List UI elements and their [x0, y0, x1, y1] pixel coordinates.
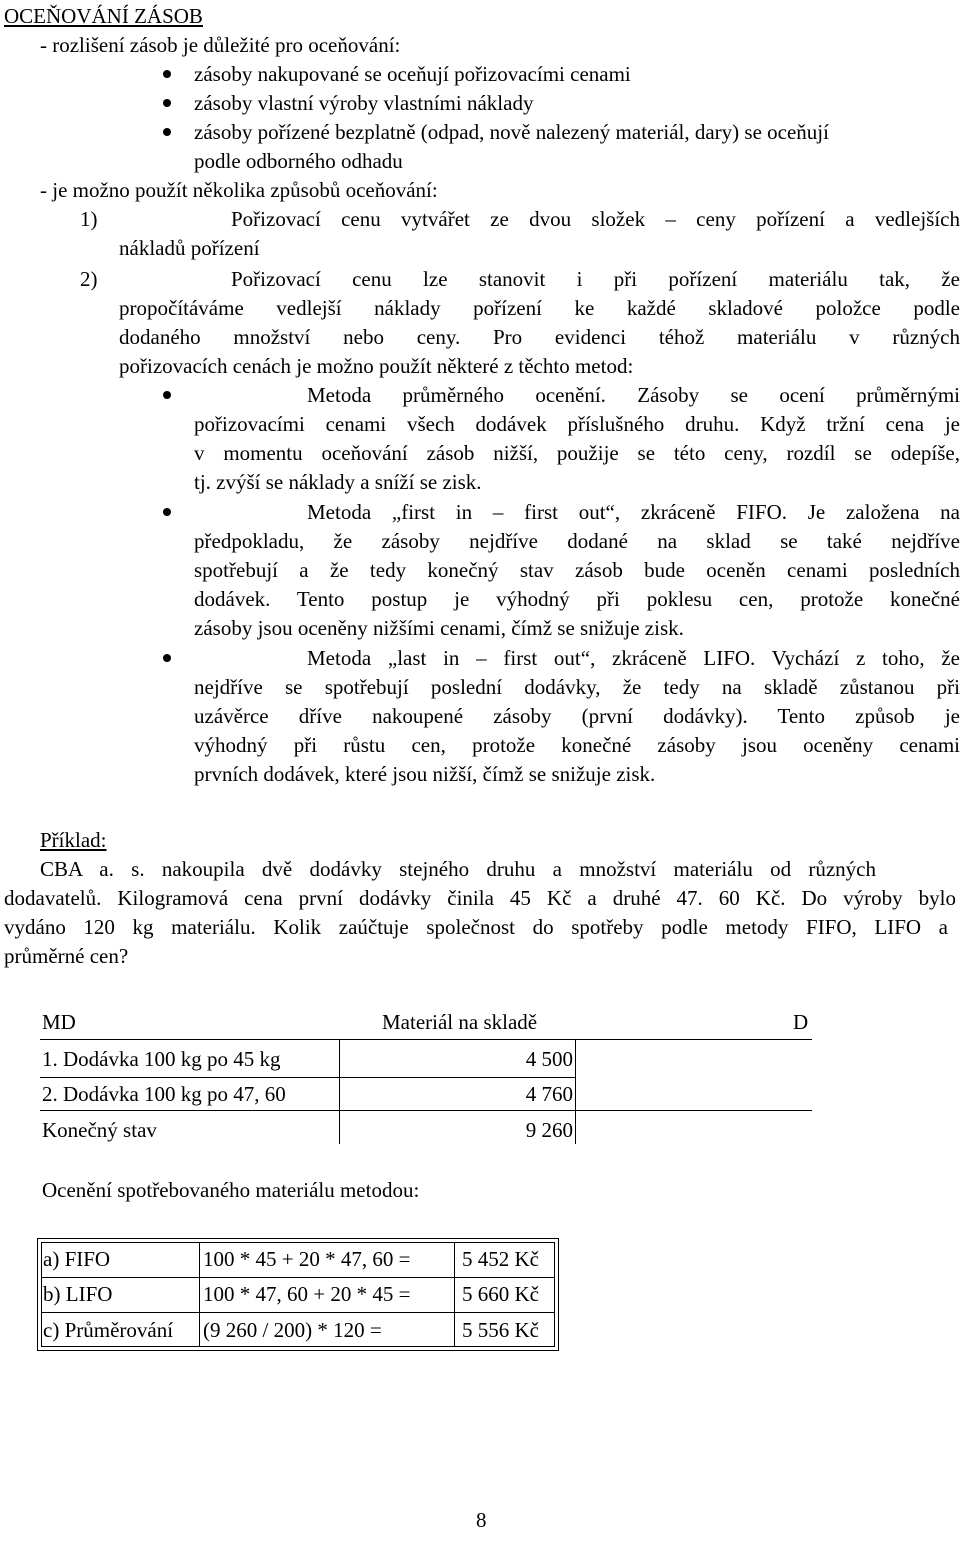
item-text-continued: dodaného množství nebo ceny. Pro evidenci téhož materiálu v různých [119, 325, 960, 349]
md-label: MD [42, 1010, 76, 1034]
method-text: Metoda „last in – first out“, zkráceně LIFO. Vychází z toho, že [307, 646, 960, 670]
account-row-label: Konečný stav [42, 1118, 157, 1142]
table-result: 5 556 Kč [462, 1318, 539, 1342]
method-text-continued: zásoby jsou oceněny nižšími cenami, čímž se snižuje zisk. [194, 616, 684, 640]
bullet-text-continued: podle odborného odhadu [194, 149, 403, 173]
bullet-icon [163, 508, 171, 516]
account-row-label: 1. Dodávka 100 kg po 45 kg [42, 1047, 281, 1071]
intro-line: - rozlišení zásob je důležité pro oceňování: [40, 33, 401, 57]
table-result: 5 452 Kč [462, 1247, 539, 1271]
example-text: průměrné cen? [4, 944, 129, 968]
table-method: a) FIFO [43, 1247, 111, 1271]
example-text: CBA a. s. nakoupila dvě dodávky stejného druhu a množství materiálu od různých [40, 857, 876, 881]
page-title: OCEŇOVÁNÍ ZÁSOB [4, 4, 203, 28]
item-text-continued: nákladů pořízení [119, 236, 260, 260]
account-center-divider [575, 1040, 576, 1144]
method-text-continued: pořizovacími cenami všech dodávek příslušného druhu. Když tržní cena je [194, 412, 960, 436]
account-left-divider [339, 1040, 340, 1144]
bullet-icon [163, 70, 171, 78]
account-total-line [40, 1110, 812, 1111]
table-formula: (9 260 / 200) * 120 = [203, 1318, 382, 1342]
example-text: dodavatelů. Kilogramová cena první dodávky činila 45 Kč a druhé 47. 60 Kč. Do výroby bylo [4, 886, 956, 910]
methods-intro: - je možno použít několika způsobů oceňování: [40, 178, 438, 202]
d-label: D [793, 1010, 809, 1034]
method-text-continued: nejdříve se spotřebují poslední dodávky, že tedy na skladě zůstanou při [194, 675, 960, 699]
bullet-icon [163, 99, 171, 107]
example-text: vydáno 120 kg materiálu. Kolik zaúčtuje společnost do spotřeby podle metody FIFO, LIFO a [4, 915, 948, 939]
valuation-heading: Ocenění spotřebovaného materiálu metodou: [42, 1178, 420, 1202]
item-number: 1) [80, 207, 98, 231]
table-method: c) Průměrování [43, 1318, 174, 1342]
account-row-label: 2. Dodávka 100 kg po 47, 60 [42, 1082, 286, 1106]
account-row-value: 9 260 [525, 1118, 573, 1142]
table-row-divider [41, 1277, 555, 1278]
method-text-continued: uzávěrce dříve nakoupené zásoby (první dodávky). Tento způsob je [194, 704, 960, 728]
bullet-text: zásoby vlastní výroby vlastními náklady [194, 91, 534, 115]
method-text-continued: spotřebují a že tedy konečný stav zásob bude oceněn cenami posledních [194, 558, 960, 582]
item-text: Pořizovací cenu vytvářet ze dvou složek – ceny pořízení a vedlejších [231, 207, 960, 231]
method-text-continued: dodávek. Tento postup je výhodný při poklesu cen, protože konečné [194, 587, 960, 611]
bullet-icon [163, 128, 171, 136]
method-text: Metoda „first in – first out“, zkráceně FIFO. Je založena na [307, 500, 960, 524]
method-text-continued: prvních dodávek, které jsou nižší, čímž se snižuje zisk. [194, 762, 656, 786]
bullet-text: zásoby nakupované se oceňují pořizovacími cenami [194, 62, 631, 86]
item-text-continued: propočítáváme vedlejší náklady pořízení ke každé skladové položce podle [119, 296, 960, 320]
method-text-continued: tj. zvýší se náklady a sníží se zisk. [194, 470, 482, 494]
account-row-value: 4 500 [525, 1047, 573, 1071]
method-text-continued: v momentu oceňování zásob nižší, použije se této ceny, rozdíl se odepíše, [194, 441, 960, 465]
table-formula: 100 * 45 + 20 * 47, 60 = [203, 1247, 411, 1271]
account-row-value: 4 760 [525, 1082, 573, 1106]
item-text: Pořizovací cenu lze stanovit i při pořízení materiálu tak, že [231, 267, 960, 291]
table-col-divider [454, 1242, 455, 1347]
page-number: 8 [476, 1508, 487, 1532]
table-method: b) LIFO [43, 1282, 113, 1306]
example-label: Příklad: [40, 828, 107, 852]
method-text-continued: výhodný při růstu cen, protože konečné zásoby jsou oceněny cenami [194, 733, 960, 757]
account-top-line [40, 1039, 812, 1040]
table-result: 5 660 Kč [462, 1282, 539, 1306]
table-col-divider [199, 1242, 200, 1347]
table-formula: 100 * 47, 60 + 20 * 45 = [203, 1282, 411, 1306]
table-row-divider [41, 1312, 555, 1313]
bullet-icon [163, 654, 171, 662]
account-title: Materiál na skladě [382, 1010, 538, 1034]
bullet-text: zásoby pořízené bezplatně (odpad, nově nalezený materiál, dary) se oceňují [194, 120, 829, 144]
item-number: 2) [80, 267, 98, 291]
account-row-line [40, 1077, 575, 1078]
bullet-icon [163, 391, 171, 399]
method-text-continued: předpokladu, že zásoby nejdříve dodané na sklad se také nejdříve [194, 529, 960, 553]
method-text: Metoda průměrného ocenění. Zásoby se ocení průměrnými [307, 383, 960, 407]
item-text-continued: pořizovacích cenách je možno použít některé z těchto metod: [119, 354, 634, 378]
